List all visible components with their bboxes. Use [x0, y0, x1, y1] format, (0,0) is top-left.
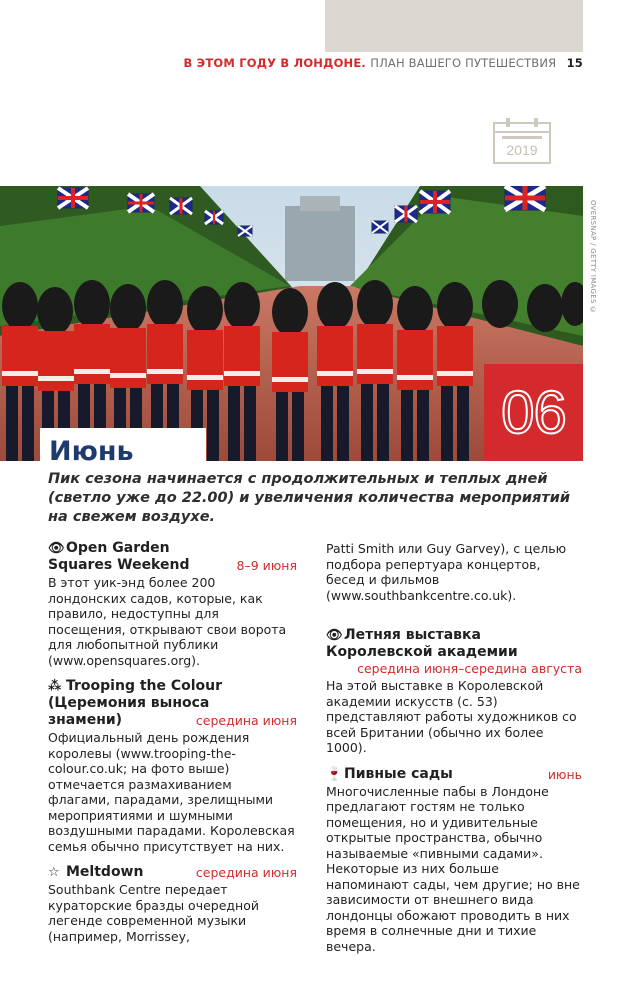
photo-credit: OVERSNAP / GETTY IMAGES © — [589, 200, 597, 315]
section-subtitle: ПЛАН ВАШЕГО ПУТЕШЕСТВИЯ — [370, 56, 557, 70]
event-date: 8–9 июня — [236, 558, 297, 573]
event-date: середина июня–середина августа — [357, 661, 582, 676]
calendar-icon — [492, 117, 552, 165]
event-description: Официальный день рождения королевы (www.trooping-the-colour.co.uk; на фото выше) отмечается размахиванием флагами, парадами, зрелищными мероприятиями и шумными воздушными парадами. Королевская семья обычно присутствует на них. — [48, 730, 295, 854]
eye-icon: 👁 — [326, 628, 343, 643]
event-date: середина июня — [195, 713, 297, 728]
event-title: ☆ Meltdown — [48, 864, 144, 880]
event-beer-gardens — [326, 766, 582, 955]
event-title-cont: Squares Weekend — [48, 557, 190, 573]
month-title: Июнь — [40, 428, 206, 468]
running-head — [0, 56, 583, 70]
event-trooping — [48, 678, 297, 854]
section-title: В ЭТОМ ГОДУ В ЛОНДОНЕ. — [183, 56, 366, 70]
intro-paragraph: Пик сезона начинается с продолжительных и теплых дней (светло уже до 22.00) и увеличения количества мероприятий на свежем воздухе. — [48, 471, 571, 525]
event-title: 👁Летняя выставка — [326, 627, 481, 643]
event-title: 👁Open Garden — [48, 540, 170, 556]
event-description: Многочисленные пабы в Лондоне предлагают гостям не только помещения, но и удивительные открытые пространства, обычно называемые «пивными садами». Некоторые из них больше напоминают сады, чем другие; но вне зависимости от внешнего вида лондонцы обожают проводить в них время в солнечные дни и тихие вечера. — [326, 783, 580, 954]
month-number-text: 06 — [501, 379, 566, 446]
wine-glass-icon: 🍷 — [326, 766, 343, 782]
event-date: середина июня — [195, 865, 297, 880]
right-column — [326, 540, 582, 964]
month-number — [484, 364, 583, 461]
event-description: В этот уик-энд более 200 лондонских садов, которые, как правило, недоступны для посещения, открывают свои ворота для любопытной публики (www.opensquares.org). — [48, 575, 287, 668]
page-number: 15 — [566, 56, 583, 70]
event-date: июнь — [547, 766, 582, 782]
star-icon: ☆ — [48, 865, 60, 880]
calendar-year: 2019 — [506, 142, 538, 158]
event-title-cont: (Церемония выноса — [48, 695, 210, 711]
event-title-cont: знамени) — [48, 712, 123, 728]
header-tab — [325, 0, 583, 52]
event-meltdown-continued — [326, 541, 582, 603]
event-description: На этой выставке в Королевской академии искусств (с. 53) представляют работы художников со всей Британии (обычно их более 1000). — [326, 678, 577, 755]
left-column — [48, 540, 297, 954]
event-summer-exhibition — [326, 627, 582, 756]
eye-icon: 👁 — [48, 541, 65, 556]
event-title: ⁂ Trooping the Colour — [48, 678, 223, 694]
event-description: Southbank Centre передает кураторские бразды очередной легенде современной музыки (например, Morrissey, — [48, 882, 259, 944]
event-meltdown — [48, 864, 297, 944]
event-description-cont: Patti Smith или Guy Garvey), с целью подбора репертуара концертов, бесед и фильмов (www.southbankcentre.co.uk). — [326, 541, 567, 603]
event-open-garden — [48, 540, 297, 668]
crowd-icon: ⁂ — [48, 679, 62, 694]
event-title-cont: Королевской академии — [326, 644, 518, 660]
event-title: 🍷 Пивные сады — [326, 765, 453, 782]
